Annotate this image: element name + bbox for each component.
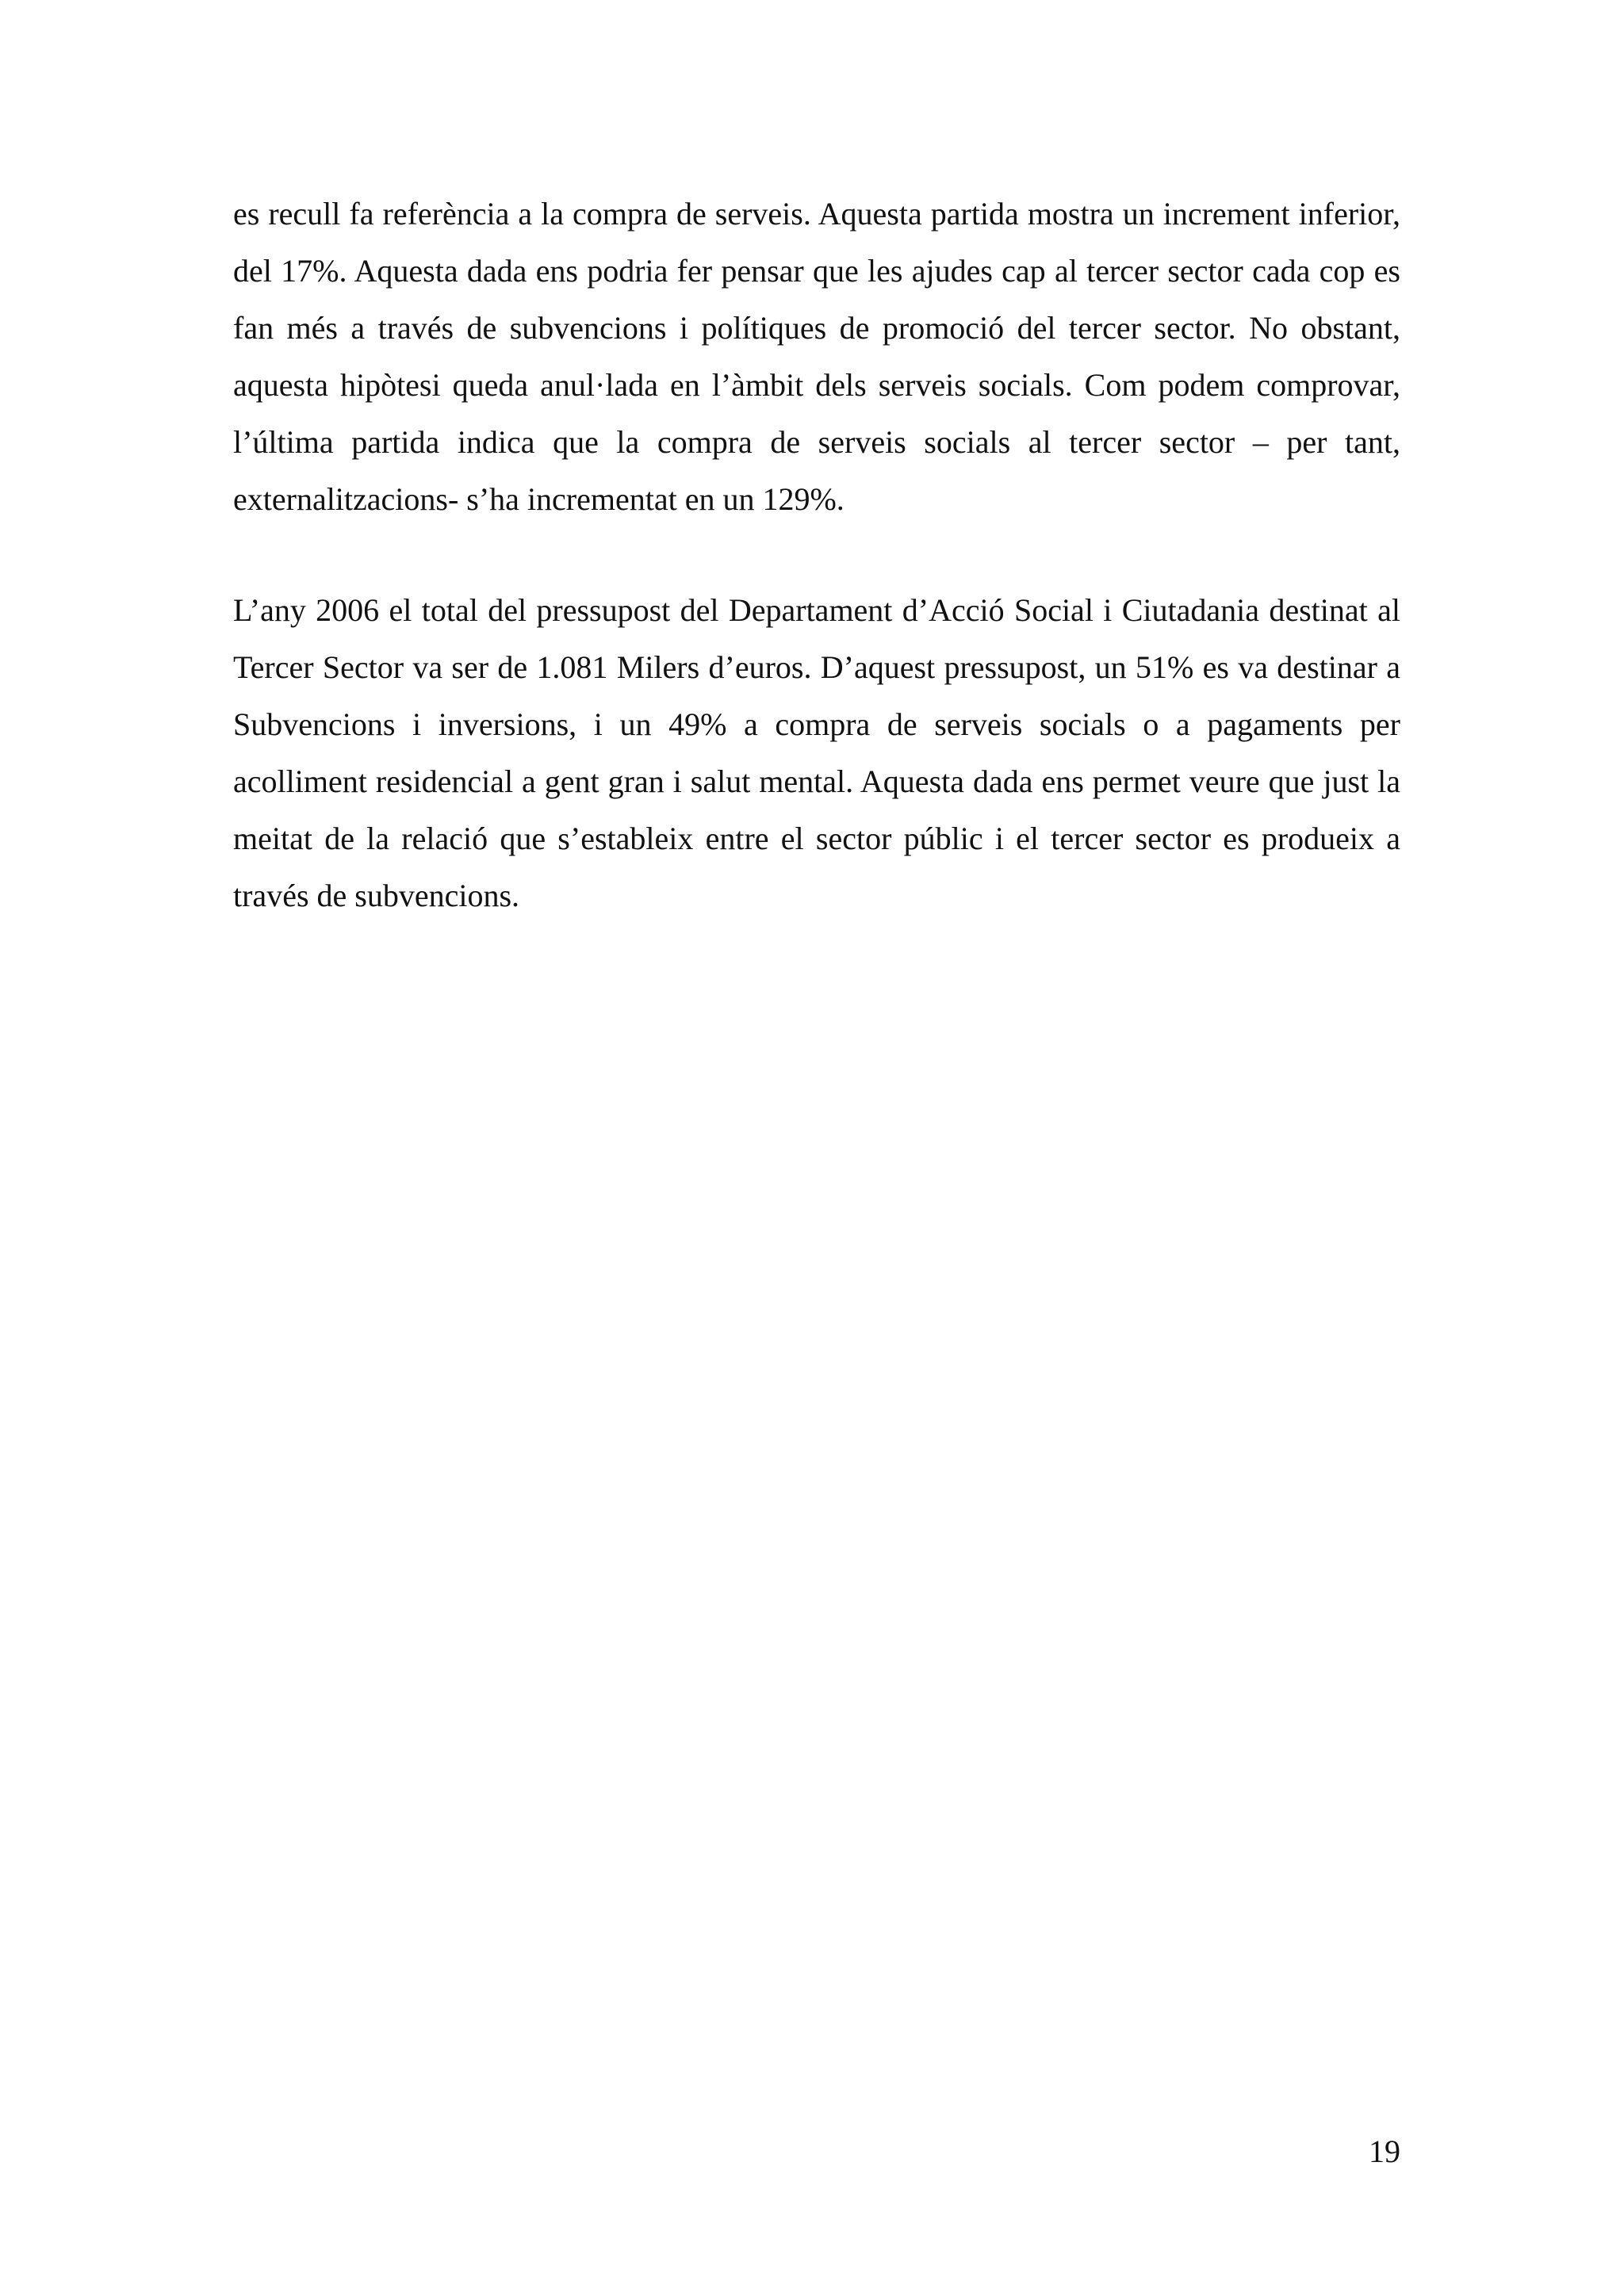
paragraph-text: L’any 2006 el total del pressupost del Departament d’Acció Social i Ciutadania destinat al Tercer Sector va ser de 1.081 Milers d’euros. D’aquest pressupost, un 51% es va destinar a Subvencions i inversions, i un 49% a compra de serveis socials o a pagaments per acolliment residencial a gent gran i salut mental. Aquesta dada ens permet veure que just la meitat de la relació que s’estableix entre el sector públic i el tercer sector es produeix a través de subvencions. bbox=[233, 592, 1400, 913]
page-number: 19 bbox=[1369, 2133, 1400, 2169]
paragraph-text: es recull fa referència a la compra de serveis. Aquesta partida mostra un increment inferior, del 17%. Aquesta dada ens podria fer pensar que les ajudes cap al tercer sector cada cop es fan més a través de subvencions i polítiques de promoció del tercer sector. No obstant, aquesta hipòtesi queda anul·lada en l’àmbit dels serveis socials. Com podem comprovar, l’última partida indica que la compra de serveis socials al tercer sector – per tant, externalitzacions- s’ha incrementat en un 129%. bbox=[233, 196, 1400, 517]
body-paragraph-2 bbox=[233, 582, 1400, 924]
body-paragraph-1 bbox=[233, 186, 1400, 528]
